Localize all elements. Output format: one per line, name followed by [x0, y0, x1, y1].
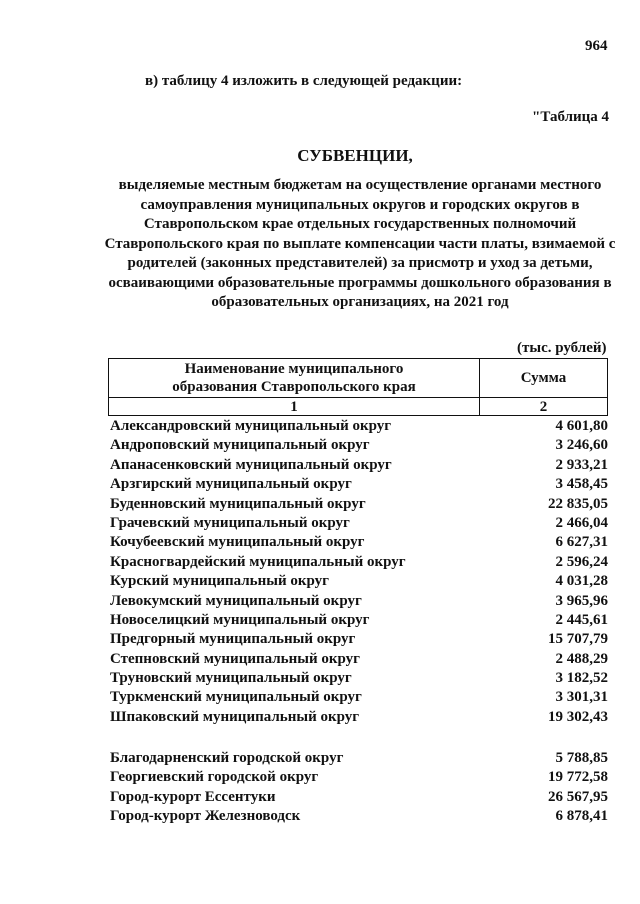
table-row: [110, 670, 608, 689]
row-name: Буденновский муниципальный округ: [110, 495, 366, 512]
row-value: 22 835,05: [548, 495, 608, 512]
subtitle-line: Ставропольском крае отдельных государственных полномочий: [143, 216, 577, 232]
row-value: 5 788,85: [555, 750, 608, 766]
row-value: 4 601,80: [555, 418, 608, 434]
table-row: [110, 789, 608, 808]
row-value: 2 933,21: [555, 456, 608, 473]
row-value: 15 707,79: [548, 631, 608, 648]
row-value: 2 445,61: [555, 611, 608, 628]
table-row: [110, 534, 608, 553]
row-name: Новоселицкий муниципальный округ: [110, 611, 370, 628]
row-name: Туркменский муниципальный округ: [110, 689, 362, 706]
table-row: [110, 808, 608, 827]
row-value: 6 627,31: [555, 534, 608, 551]
row-name: Город-курорт Железноводск: [110, 808, 301, 825]
municipal-rows: [110, 418, 608, 728]
row-value: 6 878,41: [555, 808, 608, 825]
table-row: [110, 689, 608, 708]
row-name: Курский муниципальный округ: [110, 573, 329, 590]
row-name: Грачевский муниципальный округ: [110, 514, 350, 531]
row-value: 3 458,45: [555, 476, 608, 493]
row-value: 4 031,28: [555, 573, 608, 590]
row-value: 2 466,04: [555, 514, 608, 531]
row-value: 3 182,52: [555, 670, 608, 687]
row-name: Левокумский муниципальный округ: [110, 592, 362, 609]
table-row: [110, 476, 608, 495]
row-name: Город-курорт Ессентуки: [110, 788, 276, 805]
column-header-name: [109, 359, 480, 398]
row-name: Красногвардейский муниципальный округ: [110, 553, 406, 570]
units-label: (тыс. рублей): [517, 340, 607, 356]
row-value: 19 772,58: [548, 769, 608, 786]
document-title: СУБВЕНЦИИ,: [297, 146, 413, 165]
table-row: [110, 496, 608, 515]
row-name: Степновский муниципальный округ: [110, 650, 360, 667]
page-number: 964: [585, 38, 608, 54]
table-row: [110, 418, 608, 437]
column-header-sum: Сумма: [480, 359, 608, 398]
row-name: Георгиевский городской округ: [110, 769, 319, 786]
table-row: [110, 750, 608, 769]
row-name: Благодарненский городской округ: [110, 750, 344, 766]
table-row: [110, 515, 608, 534]
table-row: [110, 457, 608, 476]
document-subtitle: [98, 176, 622, 313]
row-value: 19 302,43: [548, 708, 608, 725]
row-value: 3 301,31: [555, 689, 608, 706]
row-name: Андроповский муниципальный округ: [110, 437, 370, 454]
row-name: Арзгирский муниципальный округ: [110, 476, 352, 493]
table-row: [110, 612, 608, 631]
subtitle-line: Ставропольского края по выплате компенсации части платы, взимаемой с: [104, 235, 616, 252]
intro-text: в) таблицу 4 изложить в следующей редакции:: [145, 73, 463, 89]
city-rows: [110, 750, 608, 828]
table-row: [110, 573, 608, 592]
row-name: Шпаковский муниципальный округ: [110, 708, 360, 725]
column-header-name-line1: Наименование муниципального: [184, 361, 404, 377]
row-value: 2 596,24: [555, 553, 608, 570]
column-header-name-line2: образования Ставропольского края: [172, 379, 416, 395]
table-row: [110, 593, 608, 612]
table-row: [110, 554, 608, 573]
row-name: Александровский муниципальный округ: [110, 418, 392, 434]
table-row: [110, 651, 608, 670]
column-number-1: 1: [109, 398, 480, 416]
subtitle-line: образовательных организациях, на 2021 год: [211, 294, 509, 310]
row-name: Кочубеевский муниципальный округ: [110, 534, 365, 551]
row-name: Предгорный муниципальный округ: [110, 631, 356, 648]
subtitle-line: выделяемые местным бюджетам на осуществление органами местного: [118, 177, 602, 193]
subtitle-line: самоуправления муниципальных округов и городских округов в: [140, 196, 580, 213]
column-number-2: 2: [480, 398, 608, 416]
row-name: Труновский муниципальный округ: [110, 670, 352, 687]
table-row: [110, 437, 608, 456]
subtitle-line: осваивающими образовательные программы дошкольного образования в: [108, 274, 612, 291]
table-label: "Таблица 4: [532, 109, 610, 125]
table-row: [110, 709, 608, 728]
row-value: 2 488,29: [555, 650, 608, 667]
subtitle-line: родителей (законных представителей) за присмотр и уход за детьми,: [127, 255, 593, 271]
row-name: Апанасенковский муниципальный округ: [110, 456, 392, 473]
table-header: [108, 358, 608, 416]
table-row: [110, 769, 608, 788]
row-value: 3 246,60: [555, 437, 608, 454]
table-row: [110, 631, 608, 650]
row-value: 26 567,95: [548, 788, 608, 805]
row-value: 3 965,96: [555, 592, 608, 609]
